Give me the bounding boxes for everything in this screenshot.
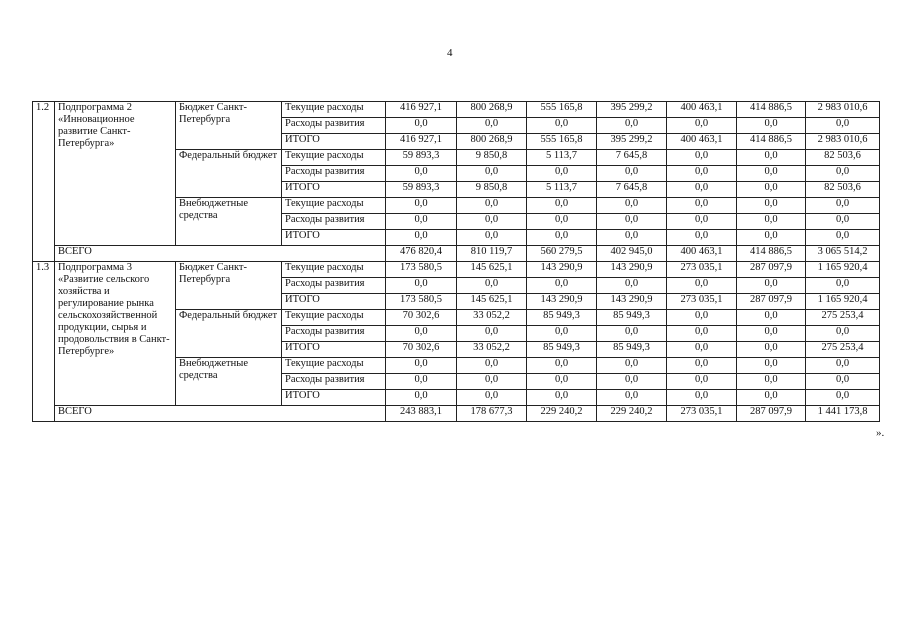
expense-type: Текущие расходы: [282, 102, 386, 118]
value-cell: 0,0: [527, 390, 597, 406]
value-cell: 85 949,3: [597, 342, 667, 358]
total-value: 273 035,1: [667, 406, 737, 422]
value-cell: 0,0: [386, 230, 457, 246]
row-index: 1.3: [33, 262, 55, 422]
value-cell: 416 927,1: [386, 134, 457, 150]
value-cell: 0,0: [667, 150, 737, 166]
value-cell: 143 290,9: [597, 294, 667, 310]
value-cell: 0,0: [457, 230, 527, 246]
funding-source: Внебюджетные средства: [176, 358, 282, 406]
value-cell: 0,0: [457, 278, 527, 294]
value-cell: 0,0: [527, 358, 597, 374]
value-cell: 0,0: [457, 118, 527, 134]
value-cell: 59 893,3: [386, 182, 457, 198]
value-cell: 0,0: [597, 214, 667, 230]
value-cell: 7 645,8: [597, 182, 667, 198]
value-cell: 145 625,1: [457, 262, 527, 278]
budget-table: [32, 101, 880, 422]
closing-quote: ».: [876, 427, 885, 439]
value-cell: 0,0: [667, 118, 737, 134]
expense-type: Текущие расходы: [282, 358, 386, 374]
total-row: [33, 406, 880, 422]
expense-type: ИТОГО: [282, 134, 386, 150]
total-label: ВСЕГО: [55, 406, 386, 422]
total-row: [33, 246, 880, 262]
value-cell: 0,0: [386, 166, 457, 182]
value-cell: 85 949,3: [527, 310, 597, 326]
total-value: 402 945,0: [597, 246, 667, 262]
value-cell: 0,0: [667, 278, 737, 294]
expense-type: Расходы развития: [282, 326, 386, 342]
value-cell: 0,0: [667, 390, 737, 406]
value-cell: 0,0: [737, 310, 806, 326]
value-cell: 0,0: [806, 278, 880, 294]
expense-type: Расходы развития: [282, 278, 386, 294]
expense-type: Текущие расходы: [282, 262, 386, 278]
value-cell: 0,0: [386, 358, 457, 374]
value-cell: 145 625,1: [457, 294, 527, 310]
value-cell: 0,0: [667, 326, 737, 342]
value-cell: 5 113,7: [527, 182, 597, 198]
expense-type: Текущие расходы: [282, 198, 386, 214]
expense-type: ИТОГО: [282, 342, 386, 358]
expense-type: Расходы развития: [282, 374, 386, 390]
value-cell: 0,0: [457, 166, 527, 182]
expense-type: Текущие расходы: [282, 310, 386, 326]
value-cell: 0,0: [527, 198, 597, 214]
value-cell: 0,0: [527, 374, 597, 390]
value-cell: 273 035,1: [667, 294, 737, 310]
value-cell: 0,0: [667, 358, 737, 374]
value-cell: 0,0: [527, 326, 597, 342]
value-cell: 0,0: [667, 342, 737, 358]
total-value: 560 279,5: [527, 246, 597, 262]
value-cell: 0,0: [806, 230, 880, 246]
value-cell: 0,0: [597, 198, 667, 214]
value-cell: 0,0: [667, 374, 737, 390]
value-cell: 0,0: [597, 230, 667, 246]
value-cell: 0,0: [386, 278, 457, 294]
total-label: ВСЕГО: [55, 246, 386, 262]
value-cell: 0,0: [806, 118, 880, 134]
value-cell: 82 503,6: [806, 182, 880, 198]
value-cell: 0,0: [527, 118, 597, 134]
value-cell: 0,0: [597, 374, 667, 390]
value-cell: 0,0: [667, 230, 737, 246]
value-cell: 0,0: [806, 390, 880, 406]
value-cell: 143 290,9: [527, 294, 597, 310]
value-cell: 0,0: [386, 118, 457, 134]
value-cell: 0,0: [527, 230, 597, 246]
value-cell: 800 268,9: [457, 134, 527, 150]
value-cell: 1 165 920,4: [806, 294, 880, 310]
total-value: 243 883,1: [386, 406, 457, 422]
value-cell: 2 983 010,6: [806, 134, 880, 150]
expense-type: Расходы развития: [282, 166, 386, 182]
value-cell: 0,0: [527, 214, 597, 230]
value-cell: 0,0: [597, 326, 667, 342]
total-value: 414 886,5: [737, 246, 806, 262]
value-cell: 5 113,7: [527, 150, 597, 166]
value-cell: 275 253,4: [806, 342, 880, 358]
total-value: 178 677,3: [457, 406, 527, 422]
value-cell: 0,0: [597, 390, 667, 406]
value-cell: 0,0: [386, 198, 457, 214]
value-cell: 0,0: [737, 374, 806, 390]
value-cell: 0,0: [737, 230, 806, 246]
value-cell: 414 886,5: [737, 134, 806, 150]
value-cell: 143 290,9: [597, 262, 667, 278]
value-cell: 400 463,1: [667, 134, 737, 150]
value-cell: 0,0: [737, 150, 806, 166]
value-cell: 70 302,6: [386, 310, 457, 326]
value-cell: 1 165 920,4: [806, 262, 880, 278]
value-cell: 0,0: [806, 214, 880, 230]
value-cell: 0,0: [806, 198, 880, 214]
value-cell: 0,0: [737, 182, 806, 198]
value-cell: 70 302,6: [386, 342, 457, 358]
value-cell: 0,0: [737, 390, 806, 406]
total-value: 3 065 514,2: [806, 246, 880, 262]
value-cell: 0,0: [806, 326, 880, 342]
value-cell: 395 299,2: [597, 102, 667, 118]
value-cell: 0,0: [597, 118, 667, 134]
funding-source: Внебюджетные средства: [176, 198, 282, 246]
total-value: 1 441 173,8: [806, 406, 880, 422]
value-cell: 0,0: [457, 198, 527, 214]
value-cell: 9 850,8: [457, 182, 527, 198]
value-cell: 0,0: [737, 166, 806, 182]
value-cell: 0,0: [597, 358, 667, 374]
total-value: 287 097,9: [737, 406, 806, 422]
value-cell: 0,0: [527, 166, 597, 182]
row-index: 1.2: [33, 102, 55, 262]
value-cell: 416 927,1: [386, 102, 457, 118]
value-cell: 7 645,8: [597, 150, 667, 166]
value-cell: 85 949,3: [527, 342, 597, 358]
expense-type: ИТОГО: [282, 230, 386, 246]
value-cell: 59 893,3: [386, 150, 457, 166]
value-cell: 275 253,4: [806, 310, 880, 326]
value-cell: 33 052,2: [457, 310, 527, 326]
value-cell: 173 580,5: [386, 294, 457, 310]
value-cell: 0,0: [806, 166, 880, 182]
value-cell: 0,0: [386, 374, 457, 390]
value-cell: 0,0: [667, 166, 737, 182]
expense-type: ИТОГО: [282, 294, 386, 310]
subprogram-name: Подпрограмма 3 «Развитие сельского хозяйства и регулирование рынка сельскохозяйственной продукции, сырья и продовольствия в Санкт-Петербурге»: [55, 262, 176, 406]
page-number: 4: [447, 47, 453, 59]
total-value: 810 119,7: [457, 246, 527, 262]
value-cell: 0,0: [527, 278, 597, 294]
value-cell: 0,0: [806, 374, 880, 390]
value-cell: 173 580,5: [386, 262, 457, 278]
funding-source: Федеральный бюджет: [176, 150, 282, 198]
subprogram-name: Подпрограмма 2 «Инновационное развитие Санкт-Петербурга»: [55, 102, 176, 246]
funding-source: Бюджет Санкт-Петербурга: [176, 262, 282, 310]
value-cell: 0,0: [737, 278, 806, 294]
value-cell: 395 299,2: [597, 134, 667, 150]
value-cell: 9 850,8: [457, 150, 527, 166]
value-cell: 0,0: [386, 214, 457, 230]
expense-type: ИТОГО: [282, 390, 386, 406]
funding-source: Бюджет Санкт-Петербурга: [176, 102, 282, 150]
value-cell: 0,0: [457, 358, 527, 374]
value-cell: 0,0: [806, 358, 880, 374]
value-cell: 800 268,9: [457, 102, 527, 118]
value-cell: 0,0: [667, 214, 737, 230]
total-value: 229 240,2: [527, 406, 597, 422]
value-cell: 0,0: [457, 390, 527, 406]
expense-type: Расходы развития: [282, 118, 386, 134]
value-cell: 0,0: [457, 214, 527, 230]
value-cell: 0,0: [737, 358, 806, 374]
value-cell: 400 463,1: [667, 102, 737, 118]
value-cell: 0,0: [667, 198, 737, 214]
expense-type: Расходы развития: [282, 214, 386, 230]
value-cell: 555 165,8: [527, 134, 597, 150]
value-cell: 0,0: [737, 214, 806, 230]
value-cell: 33 052,2: [457, 342, 527, 358]
value-cell: 0,0: [737, 326, 806, 342]
value-cell: 0,0: [457, 374, 527, 390]
value-cell: 2 983 010,6: [806, 102, 880, 118]
expense-type: Текущие расходы: [282, 150, 386, 166]
value-cell: 143 290,9: [527, 262, 597, 278]
value-cell: 0,0: [386, 326, 457, 342]
expense-type: ИТОГО: [282, 182, 386, 198]
value-cell: 555 165,8: [527, 102, 597, 118]
value-cell: 287 097,9: [737, 262, 806, 278]
value-cell: 0,0: [386, 390, 457, 406]
value-cell: 287 097,9: [737, 294, 806, 310]
funding-source: Федеральный бюджет: [176, 310, 282, 358]
value-cell: 0,0: [667, 182, 737, 198]
value-cell: 0,0: [737, 342, 806, 358]
value-cell: 273 035,1: [667, 262, 737, 278]
value-cell: 0,0: [457, 326, 527, 342]
value-cell: 0,0: [667, 310, 737, 326]
value-cell: 82 503,6: [806, 150, 880, 166]
value-cell: 0,0: [737, 198, 806, 214]
value-cell: 414 886,5: [737, 102, 806, 118]
value-cell: 85 949,3: [597, 310, 667, 326]
total-value: 476 820,4: [386, 246, 457, 262]
table-row: [33, 102, 880, 118]
value-cell: 0,0: [597, 278, 667, 294]
table-row: [33, 262, 880, 278]
value-cell: 0,0: [597, 166, 667, 182]
total-value: 400 463,1: [667, 246, 737, 262]
total-value: 229 240,2: [597, 406, 667, 422]
value-cell: 0,0: [737, 118, 806, 134]
